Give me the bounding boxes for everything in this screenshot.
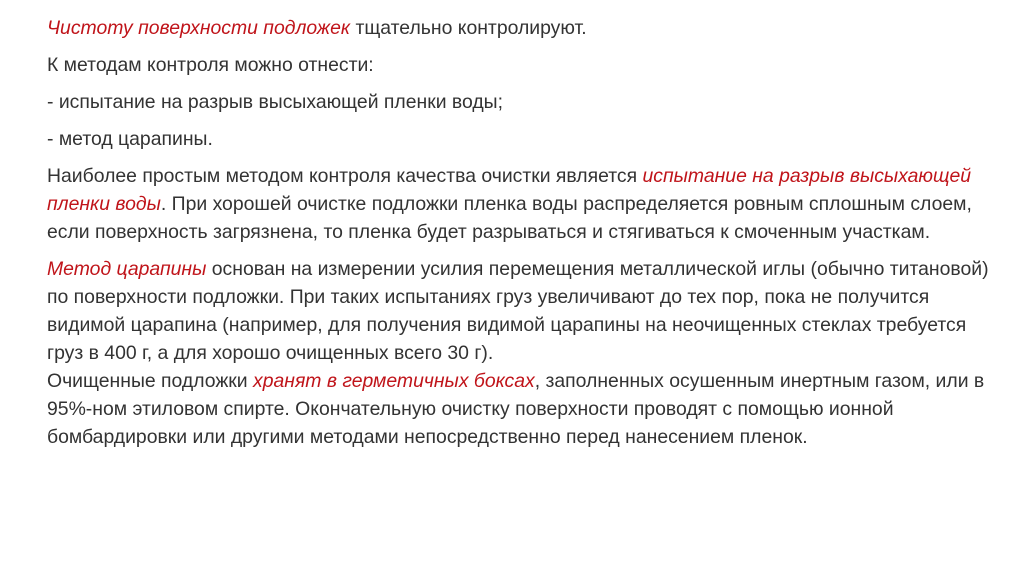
paragraph-text: Очищенные подложки (47, 370, 254, 392)
paragraph-scratch-method (47, 255, 997, 367)
paragraph-text: Наиболее простым методом контроля качества очистки является (47, 165, 643, 187)
highlight-scratch-method: Метод царапины (47, 258, 207, 280)
paragraph-storage (47, 367, 997, 451)
paragraph-surface-control (47, 14, 997, 42)
paragraph-text: , заполненных осушенным инертным газом, или в 95%-ном этиловом спирте. Окончательную очистку поверхности проводят с помощью ионной бомбардировки или другими методами непосредственно перед нанесением пленок. (47, 370, 985, 448)
paragraph-text: основан на измерении усилия перемещения металлической иглы (обычно титановой) по поверхности подложки. При таких испытаниях груз увеличивают до тех пор, пока не получится видимой царапина (например, для получения видимой царапины на неочищенных стеклах требуется груз в 400 г, а для хорошо очищенных всего 30 г). (47, 258, 989, 364)
highlight-water-film-test: испытание на разрыв высыхающей пленки воды (47, 165, 972, 215)
paragraph-text: тщательно контролируют. (350, 17, 587, 39)
list-item-water-film-test: - испытание на разрыв высыхающей пленки воды; (47, 91, 504, 113)
paragraph-methods-intro: К методам контроля можно отнести: (47, 54, 374, 76)
list-item-scratch-method: - метод царапины. (47, 128, 213, 150)
paragraph-text: . При хорошей очистке подложки пленка воды распределяется ровным сплошным слоем, если поверхность загрязнена, то пленка будет разрываться и стягиваться к смоченным участкам. (47, 193, 972, 243)
highlight-surface-purity: Чистоту поверхности подложек (47, 17, 351, 39)
highlight-sealed-boxes: хранят в герметичных боксах (253, 370, 535, 392)
slide-text-block (47, 14, 997, 451)
paragraph-water-film-method (47, 162, 997, 246)
